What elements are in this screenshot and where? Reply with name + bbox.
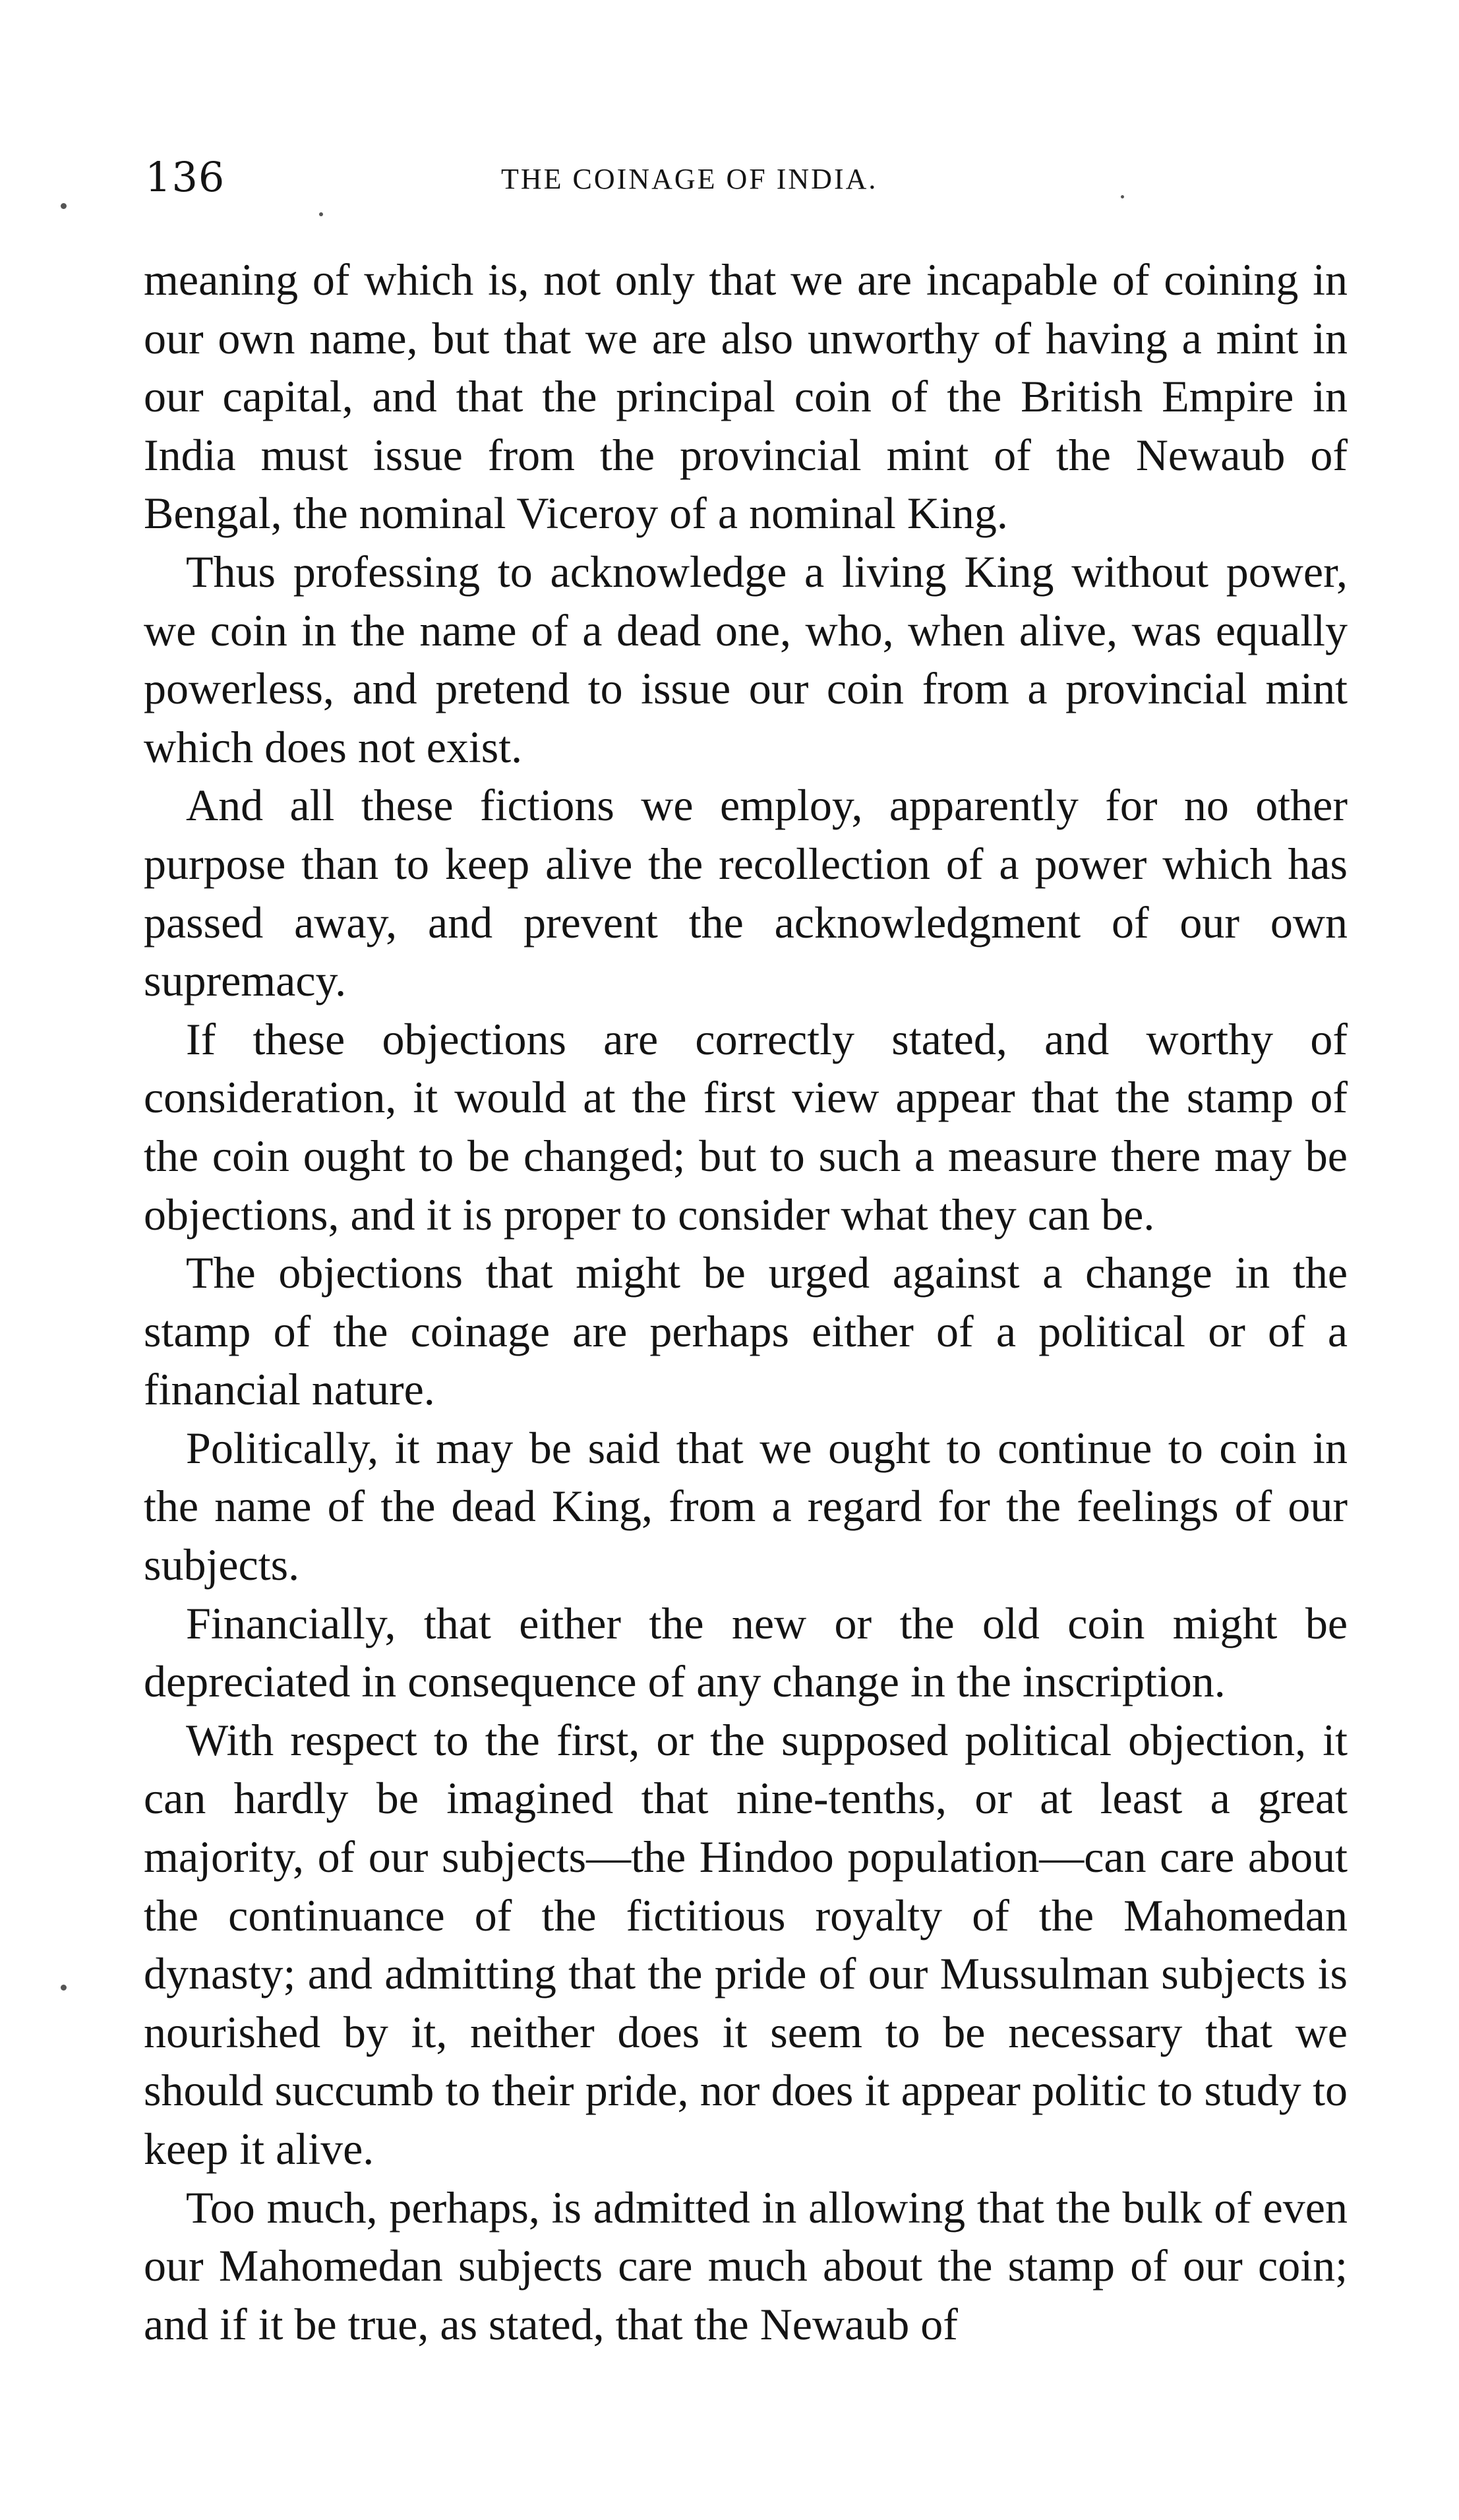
- print-speck: [1121, 195, 1124, 198]
- print-speck: [61, 203, 67, 209]
- page-header: [145, 153, 1332, 206]
- paragraph-5: The objections that might be urged against a change in the stamp of the coinage are perhaps either of a political or of a financial nature.: [144, 1247, 1348, 1415]
- body-text: [144, 251, 1348, 2353]
- paragraph-6: Politically, it may be said that we ought to continue to coin in the name of the dead King, from a regard for the feelings of our subjects.: [144, 1422, 1348, 1590]
- paragraph-7: Financially, that either the new or the old coin might be depreciated in consequence of any change in the inscription.: [144, 1598, 1348, 1707]
- paragraph-3: And all these fictions we employ, apparently for no other purpose than to keep alive the recollection of a power which has passed away, and prevent the acknowledgment of our own supremacy.: [144, 780, 1348, 1006]
- page-number: 136: [145, 153, 225, 201]
- print-speck: [61, 1985, 67, 1991]
- paragraph-4: If these objections are correctly stated, and worthy of consideration, it would at the first view appear that the stamp of the coin ought to be changed; but to such a measure there may be objections, and it is proper to consider what they can be.: [144, 1013, 1348, 1240]
- paragraph-1: meaning of which is, not only that we are incapable of coining in our own name, but that we are also unworthy of having a mint in our capital, and that the principal coin of the British Empire in India must issue from the provincial mint of the Newaub of Bengal, the nominal Viceroy of a nominal King.: [144, 255, 1348, 539]
- paragraph-9: Too much, perhaps, is admitted in allowing that the bulk of even our Mahomedan subjects care much about the stamp of our coin; and if it be true, as stated, that the Newaub of: [144, 2182, 1348, 2349]
- paragraph-8: With respect to the first, or the supposed political objection, it can hardly be imagined that nine-tenths, or at least a great majority, of our subjects—the Hindoo population—can care about the continuance of the fictitious royalty of the Mahomedan dynasty; and admitting that the pride of our Mussulman subjects is nourished by it, neither does it seem to be necessary that we should succumb to their pride, nor does it appear politic to study to keep it alive.: [144, 1714, 1348, 2174]
- print-speck: [319, 212, 323, 216]
- paragraph-2: Thus professing to acknowledge a living King without power, we coin in the name of a dead one, who, when alive, was equally powerless, and pretend to issue our coin from a provincial mint which does not exist.: [144, 546, 1348, 772]
- running-title: THE COINAGE OF INDIA.: [501, 163, 878, 195]
